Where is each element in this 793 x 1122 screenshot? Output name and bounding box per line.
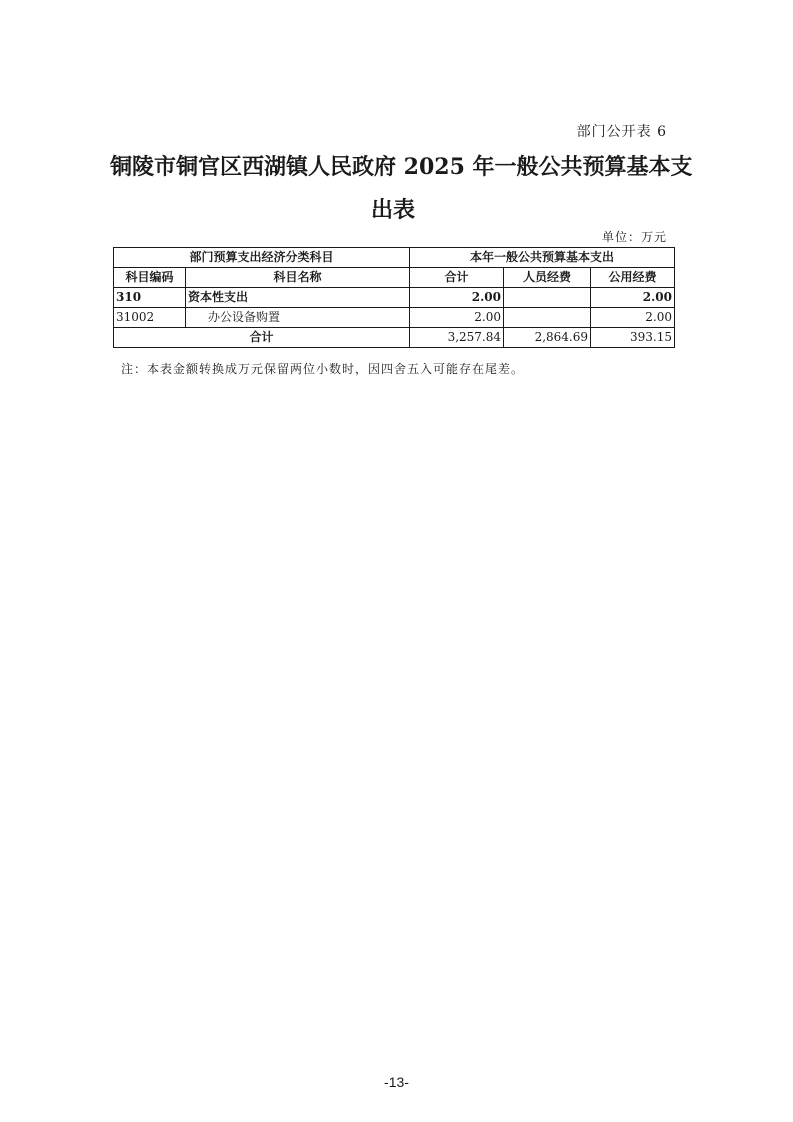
- page-number: -13-: [384, 1074, 409, 1090]
- column-header-name: 科目名称: [186, 268, 410, 288]
- total-amount: 3,257.84: [410, 328, 504, 348]
- unit-label: 单位：万元: [601, 230, 667, 244]
- cell-personnel: [504, 288, 591, 308]
- column-header-row: [114, 268, 675, 288]
- table-row: [114, 288, 675, 308]
- cell-total: 2.00: [410, 288, 504, 308]
- column-header-personnel: 人员经费: [504, 268, 591, 288]
- total-public: 393.15: [591, 328, 675, 348]
- cell-code: 31002: [114, 308, 186, 328]
- column-header-code: 科目编码: [114, 268, 186, 288]
- page-title-line-2: 出表: [370, 197, 415, 223]
- page-title-line-1: 铜陵市铜官区西湖镇人民政府 2025 年一般公共预算基本支: [110, 154, 693, 180]
- cell-personnel: [504, 308, 591, 328]
- total-label: 合计: [114, 328, 410, 348]
- group-header-basic-expenditure: 本年一般公共预算基本支出: [410, 248, 675, 268]
- column-header-public: 公用经费: [591, 268, 675, 288]
- cell-name: 办公设备购置: [186, 308, 410, 328]
- column-header-total: 合计: [410, 268, 504, 288]
- cell-code: 310: [114, 288, 186, 308]
- table-row: [114, 308, 675, 328]
- cell-name: 资本性支出: [186, 288, 410, 308]
- cell-public: 2.00: [591, 308, 675, 328]
- group-header-economic-class: 部门预算支出经济分类科目: [114, 248, 410, 268]
- total-personnel: 2,864.69: [504, 328, 591, 348]
- total-row: [114, 328, 675, 348]
- footnote: 注：本表金额转换成万元保留两位小数时，因四舍五入可能存在尾差。: [121, 362, 525, 376]
- cell-total: 2.00: [410, 308, 504, 328]
- table-number: 部门公开表 6: [576, 124, 667, 140]
- budget-table: [113, 247, 675, 348]
- cell-public: 2.00: [591, 288, 675, 308]
- group-header-row: [114, 248, 675, 268]
